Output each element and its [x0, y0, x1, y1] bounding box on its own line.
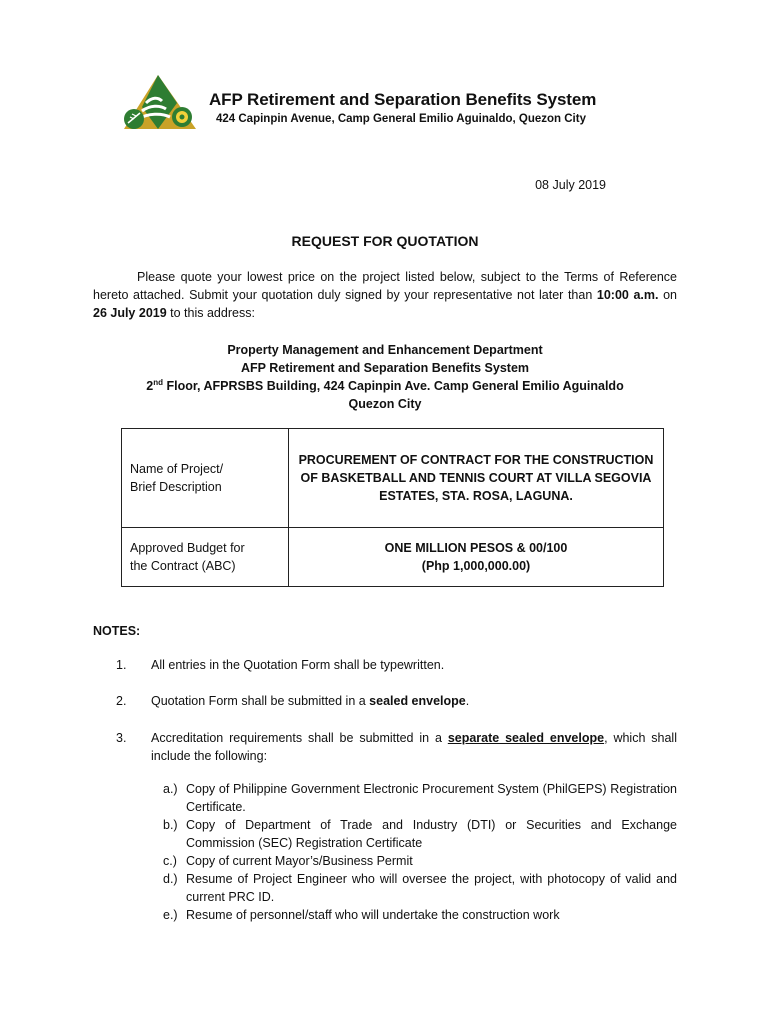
- intro-paragraph: [93, 268, 677, 322]
- abc-label: [122, 528, 289, 587]
- list-item-text: Copy of Philippine Government Electronic Procurement System (PhilGEPS) Registration Certificate.: [186, 782, 677, 814]
- note-emphasis: sealed envelope: [369, 694, 466, 708]
- label-line: the Contract (ABC): [130, 559, 236, 573]
- list-item: [163, 852, 677, 870]
- list-item: [163, 906, 677, 924]
- value-line: (Php 1,000,000.00): [421, 559, 531, 573]
- submission-address: [0, 341, 770, 413]
- list-item-letter: a.): [163, 782, 178, 796]
- letter-date: 08 July 2019: [535, 178, 606, 192]
- project-name-label: [122, 429, 289, 528]
- address-line-3-rest: Floor, AFPRSBS Building, 424 Capinpin Ave. Camp General Emilio Aguinaldo: [163, 379, 624, 393]
- notes-heading: NOTES:: [93, 624, 141, 638]
- note-number: 3.: [116, 731, 127, 745]
- label-line: Approved Budget for: [130, 541, 245, 555]
- value-line: OF BASKETBALL AND TENNIS COURT AT VILLA SEGOVIA: [300, 471, 652, 485]
- table-row: [122, 429, 664, 528]
- note-text-after: .: [465, 694, 470, 708]
- list-item-text: Resume of personnel/staff who will undertake the construction work: [186, 908, 560, 922]
- list-item: [163, 816, 677, 852]
- org-address: 424 Capinpin Avenue, Camp General Emilio Aguinaldo, Quezon City: [216, 113, 586, 125]
- table-row: [122, 528, 664, 587]
- project-name-value: [289, 429, 664, 528]
- intro-text-before: Please quote your lowest price on the project listed below, subject to the Terms of Reference hereto attached. Submit your quotation duly signed by your representative not later than: [93, 270, 677, 302]
- note-text-after: , which shall include the following:: [151, 731, 677, 763]
- note-text: [151, 692, 677, 710]
- list-item-letter: e.): [163, 908, 178, 922]
- list-item-text: Copy of current Mayor’s/Business Permit: [186, 854, 413, 868]
- project-info-table: [121, 428, 664, 587]
- list-item-letter: c.): [163, 854, 177, 868]
- list-item: [163, 780, 677, 816]
- list-item-letter: b.): [163, 818, 178, 832]
- document-title: REQUEST FOR QUOTATION: [291, 233, 479, 249]
- address-line-2: AFP Retirement and Separation Benefits System: [240, 361, 530, 375]
- label-line: Name of Project/: [130, 462, 224, 476]
- address-line-3: [0, 377, 770, 395]
- deadline-time: 10:00 a.m.: [596, 288, 659, 302]
- intro-text-on: on: [658, 288, 677, 302]
- deadline-date: 26 July 2019: [93, 306, 167, 320]
- afprsbs-seal-logo-icon: [122, 73, 198, 131]
- note-number: 1.: [116, 658, 127, 672]
- value-line: ONE MILLION PESOS & 00/100: [384, 541, 568, 555]
- note-number: 2.: [116, 694, 127, 708]
- label-line: Brief Description: [130, 480, 222, 494]
- note-text: [151, 729, 677, 765]
- note-text-before: Quotation Form shall be submitted in a: [151, 694, 370, 708]
- note-underlined-emphasis: separate sealed envelope: [447, 731, 605, 745]
- list-item: [163, 870, 677, 906]
- note-text: All entries in the Quotation Form shall be typewritten.: [151, 658, 445, 672]
- address-line-1: Property Management and Enhancement Department: [227, 343, 543, 357]
- list-item-text: Resume of Project Engineer who will oversee the project, with photocopy of valid and current PRC ID.: [186, 872, 677, 904]
- address-line-4: Quezon City: [348, 397, 422, 411]
- value-line: ESTATES, STA. ROSA, LAGUNA.: [379, 489, 573, 503]
- abc-value: [289, 528, 664, 587]
- accreditation-requirements-list: [163, 780, 677, 924]
- address-floor-suffix: nd: [153, 377, 163, 387]
- note-text-before: Accreditation requirements shall be submitted in a: [151, 731, 448, 745]
- intro-text-after: to this address:: [166, 306, 255, 320]
- address-floor: 2: [146, 379, 154, 393]
- value-line: PROCUREMENT OF CONTRACT FOR THE CONSTRUCTION: [298, 453, 654, 467]
- list-item-letter: d.): [163, 872, 178, 886]
- org-name: AFP Retirement and Separation Benefits System: [209, 90, 597, 109]
- list-item-text: Copy of Department of Trade and Industry (DTI) or Securities and Exchange Commission (SEC) Registration Certificate: [186, 818, 677, 850]
